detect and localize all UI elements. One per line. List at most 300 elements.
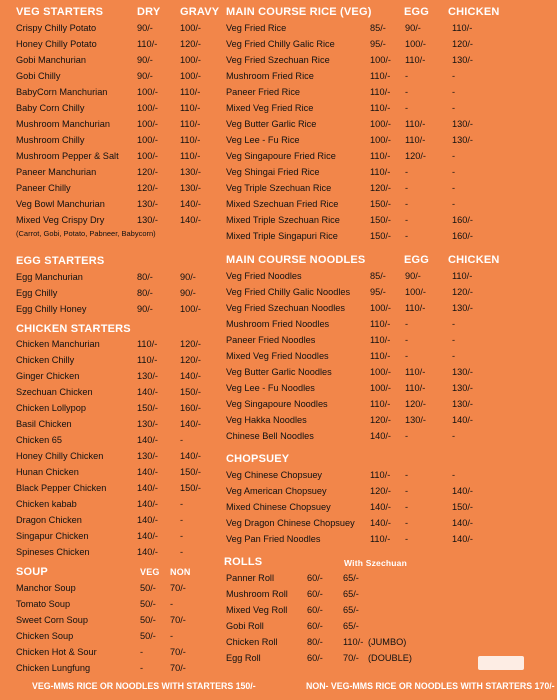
menu-item-row (0, 464, 222, 480)
item-price: 110/- (405, 119, 426, 129)
item-name: Chicken Roll (226, 637, 278, 647)
item-name: Veg Bowl Manchurian (16, 199, 105, 209)
note: (Carrot, Gobi, Potato, Pabneer, Babycorn) (16, 229, 156, 238)
item-name: Chicken Chilly (16, 355, 75, 365)
item-price: 140/- (452, 486, 473, 496)
item-price: 140/- (137, 435, 158, 445)
item-price: 140/- (180, 215, 201, 225)
item-price: 150/- (452, 502, 473, 512)
footer (0, 678, 557, 700)
item-price: 140/- (137, 467, 158, 477)
item-name: Mixed Szechuan Fried Rice (226, 199, 339, 209)
item-price: 120/- (405, 151, 426, 161)
item-list (222, 570, 557, 666)
item-list (0, 269, 222, 317)
egg-starters-section (0, 253, 222, 317)
menu-item-row (222, 586, 557, 602)
item-price: 95/- (370, 39, 386, 49)
item-name: Paneer Chilly (16, 183, 71, 193)
item-price: 120/- (405, 399, 426, 409)
item-price: 110/- (137, 355, 158, 365)
menu-item-row (222, 570, 557, 586)
item-name: Honey Chilly Chicken (16, 451, 104, 461)
item-price: 140/- (137, 387, 158, 397)
item-price: - (180, 547, 184, 557)
menu-item-row (0, 336, 222, 352)
item-name: Baby Corn Chilly (16, 103, 85, 113)
menu-item-row (222, 499, 557, 515)
item-name: Panner Roll (226, 573, 275, 583)
item-name: Tomato Soup (16, 599, 71, 609)
item-price: 100/- (137, 135, 158, 145)
item-price: - (452, 151, 456, 161)
item-name: Mixed Triple Szechuan Rice (226, 215, 340, 225)
item-name: Veg Hakka Noodles (226, 415, 307, 425)
menu-item-row (0, 301, 222, 317)
item-list (222, 20, 557, 244)
menu-item-row (222, 364, 557, 380)
item-price: - (180, 515, 184, 525)
section-title: ROLLS (224, 556, 263, 568)
item-price: - (405, 431, 409, 441)
item-price: 100/- (137, 87, 158, 97)
menu-item-row (222, 602, 557, 618)
section-header (0, 322, 222, 336)
item-name: BabyCorn Manchurian (16, 87, 108, 97)
col-header-non: NON (170, 567, 191, 577)
item-price: 120/- (452, 39, 473, 49)
item-price: 130/- (180, 167, 201, 177)
item-price: (JUMBO) (368, 637, 407, 647)
col-header-gravy: GRAVY (180, 6, 220, 18)
item-price: 100/- (405, 287, 426, 297)
menu-item-row (222, 212, 557, 228)
item-price: - (405, 71, 409, 81)
item-name: Chicken Manchurian (16, 339, 100, 349)
item-list (222, 268, 557, 444)
item-name: Chinese Bell Noodles (226, 431, 314, 441)
item-name: Hunan Chicken (16, 467, 79, 477)
item-price: 140/- (452, 534, 473, 544)
rolls-section (222, 554, 557, 666)
watermark-badge (478, 656, 524, 670)
item-price: 90/- (405, 271, 421, 281)
menu-item-row (0, 352, 222, 368)
item-price: 60/- (307, 573, 323, 583)
item-price: - (140, 663, 144, 673)
item-name: Spineses Chicken (16, 547, 90, 557)
item-price: 120/- (180, 339, 201, 349)
item-price: 80/- (307, 637, 323, 647)
item-price: - (452, 199, 456, 209)
item-price: - (180, 531, 184, 541)
item-price: 100/- (180, 71, 201, 81)
menu-item-row (222, 412, 557, 428)
item-price: 70/- (170, 647, 186, 657)
item-price: - (405, 534, 409, 544)
item-name: Veg Pan Fried Noodles (226, 534, 321, 544)
item-price: 120/- (180, 39, 201, 49)
item-name: Paneer Fried Noodles (226, 335, 316, 345)
menu-item-row (0, 544, 222, 560)
item-price: 120/- (137, 183, 158, 193)
item-price: - (452, 351, 456, 361)
item-name: Mixed Veg Fried Rice (226, 103, 314, 113)
section-title: CHOPSUEY (226, 453, 290, 465)
item-name: Mushroom Fried Noodles (226, 319, 330, 329)
item-price: 110/- (137, 339, 158, 349)
item-price: 140/- (137, 515, 158, 525)
item-list (0, 580, 222, 676)
item-price: 120/- (180, 355, 201, 365)
item-price: 110/- (370, 151, 391, 161)
menu-item-row (222, 483, 557, 499)
item-price: 130/- (452, 55, 473, 65)
item-name: Veg Fried Szechuan Rice (226, 55, 330, 65)
item-price: 110/- (180, 103, 201, 113)
item-price: 65/- (343, 589, 359, 599)
item-price: 100/- (137, 103, 158, 113)
item-price: - (452, 431, 456, 441)
section-title: VEG STARTERS (16, 6, 104, 18)
menu-item-row (0, 68, 222, 84)
item-price: - (405, 502, 409, 512)
item-price: 110/- (370, 87, 391, 97)
menu-item-row (222, 348, 557, 364)
item-name: Basil Chicken (16, 419, 72, 429)
menu-item-row (222, 52, 557, 68)
item-price: 130/- (452, 303, 473, 313)
item-price: - (452, 103, 456, 113)
item-price: 130/- (452, 367, 473, 377)
item-price: 130/- (137, 199, 158, 209)
item-price: 130/- (452, 135, 473, 145)
item-price: 120/- (137, 167, 158, 177)
item-price: - (405, 183, 409, 193)
item-name: Veg Lee - Fu Rice (226, 135, 300, 145)
item-price: 90/- (137, 304, 153, 314)
col-header-szechuan: With Szechuan (344, 558, 407, 568)
item-price: 90/- (405, 23, 421, 33)
menu-item-row (222, 268, 557, 284)
menu-item-row (0, 36, 222, 52)
menu-item-row (0, 285, 222, 301)
menu-item-row (222, 180, 557, 196)
menu-item-row (0, 164, 222, 180)
item-name: Dragon Chicken (16, 515, 82, 525)
item-price: 130/- (137, 371, 158, 381)
item-name: Gobi Roll (226, 621, 264, 631)
menu-item-row (0, 496, 222, 512)
menu-item-row (222, 196, 557, 212)
item-name: Sweet Corn Soup (16, 615, 89, 625)
menu-item-row (222, 618, 557, 634)
item-price: 150/- (180, 483, 201, 493)
item-price: 70/- (170, 615, 186, 625)
col-header-egg: EGG (404, 254, 430, 266)
item-name: Mixed Veg Fried Noodles (226, 351, 329, 361)
menu-item-row (0, 644, 222, 660)
item-name: Veg Fried Rice (226, 23, 287, 33)
item-price: - (405, 167, 409, 177)
menu-item-row (222, 148, 557, 164)
menu-item-row (0, 432, 222, 448)
item-price: 90/- (180, 288, 196, 298)
footer-veg-offer: VEG-MMS RICE OR NOODLES WITH STARTERS 150/- (32, 681, 256, 691)
item-price: 130/- (180, 183, 201, 193)
item-price: 110/- (405, 55, 426, 65)
item-name: Veg Fried Chilly Galic Rice (226, 39, 335, 49)
item-price: 150/- (370, 231, 391, 241)
item-list (0, 336, 222, 560)
item-price: 140/- (180, 451, 201, 461)
item-price: 85/- (370, 271, 386, 281)
item-name: Mushroom Chilly (16, 135, 85, 145)
item-price: 110/- (405, 383, 426, 393)
col-header-chicken: CHICKEN (448, 254, 500, 266)
item-price: 120/- (370, 183, 391, 193)
item-price: - (140, 647, 144, 657)
item-price: 100/- (137, 119, 158, 129)
menu-item-row (222, 284, 557, 300)
item-price: 140/- (452, 518, 473, 528)
item-name: Mixed Chinese Chopsuey (226, 502, 331, 512)
item-name: Paneer Manchurian (16, 167, 97, 177)
menu-item-row (222, 634, 557, 650)
item-price: 70/- (170, 663, 186, 673)
item-price: - (452, 470, 456, 480)
item-price: 140/- (370, 518, 391, 528)
item-price: 130/- (452, 399, 473, 409)
item-price: 60/- (307, 653, 323, 663)
item-price: 120/- (370, 486, 391, 496)
item-price: 130/- (405, 415, 426, 425)
section-header (0, 4, 222, 20)
section-header (222, 252, 557, 268)
menu-item-row (222, 515, 557, 531)
item-name: Manchor Soup (16, 583, 76, 593)
item-price: 110/- (405, 303, 426, 313)
item-price: 110/- (370, 470, 391, 480)
item-price: 140/- (370, 431, 391, 441)
menu-item-row (0, 628, 222, 644)
item-price: 160/- (452, 215, 473, 225)
item-price: 130/- (452, 119, 473, 129)
item-name: Veg Fried Szechuan Noodles (226, 303, 346, 313)
menu-item-row (222, 300, 557, 316)
item-name: Paneer Fried Rice (226, 87, 301, 97)
section-title: SOUP (16, 566, 48, 578)
item-price: 140/- (137, 531, 158, 541)
item-price: - (452, 183, 456, 193)
item-price: 85/- (370, 23, 386, 33)
menu-item-row (0, 512, 222, 528)
item-price: 130/- (137, 419, 158, 429)
menu-item-row (222, 316, 557, 332)
section-title: EGG STARTERS (16, 255, 105, 267)
menu-item-row (0, 132, 222, 148)
item-price: - (405, 335, 409, 345)
main-noodles-section (222, 252, 557, 444)
item-price: 95/- (370, 287, 386, 297)
item-name: Szechuan Chicken (16, 387, 93, 397)
item-price: 65/- (343, 621, 359, 631)
menu-item-row (222, 36, 557, 52)
item-price: 110/- (343, 637, 364, 647)
item-price: - (452, 167, 456, 177)
menu-item-row (0, 116, 222, 132)
col-header-egg: EGG (404, 6, 430, 18)
item-name: Gobi Chilly (16, 71, 61, 81)
item-price: 110/- (370, 71, 391, 81)
item-price: 50/- (140, 615, 156, 625)
item-price: 70/- (343, 653, 359, 663)
menu-item-row (222, 332, 557, 348)
menu-item-row (222, 228, 557, 244)
menu-item-row (0, 580, 222, 596)
item-price: (DOUBLE) (368, 653, 412, 663)
menu-item-row (222, 68, 557, 84)
menu-item-row (0, 84, 222, 100)
item-name: Egg Roll (226, 653, 261, 663)
item-price: 50/- (140, 583, 156, 593)
menu-item-row (222, 428, 557, 444)
item-price: 90/- (137, 55, 153, 65)
item-price: 60/- (307, 621, 323, 631)
menu-item-row (0, 212, 222, 228)
item-name: Veg Singapoure Fried Rice (226, 151, 336, 161)
item-price: 130/- (137, 215, 158, 225)
item-name: Mushroom Roll (226, 589, 288, 599)
item-price: - (452, 71, 456, 81)
item-price: 100/- (370, 135, 391, 145)
menu-item-row (222, 380, 557, 396)
menu-item-row (0, 660, 222, 676)
item-price: - (405, 518, 409, 528)
item-price: 120/- (452, 287, 473, 297)
item-name: Ginger Chicken (16, 371, 80, 381)
item-price: 120/- (370, 415, 391, 425)
item-price: 70/- (170, 583, 186, 593)
item-price: 60/- (307, 589, 323, 599)
item-price: 110/- (137, 39, 158, 49)
item-price: 80/- (137, 288, 153, 298)
item-price: - (405, 486, 409, 496)
item-price: 140/- (137, 483, 158, 493)
item-price: 110/- (452, 271, 473, 281)
chopsuey-section (222, 451, 557, 547)
menu-item-row (0, 448, 222, 464)
menu-item-row (222, 132, 557, 148)
item-name: Mixed Veg Roll (226, 605, 288, 615)
item-price: 110/- (180, 135, 201, 145)
item-price: 130/- (452, 383, 473, 393)
item-name: Mixed Veg Crispy Dry (16, 215, 105, 225)
item-price: - (452, 335, 456, 345)
item-name: Chicken Lollypop (16, 403, 86, 413)
item-price: - (170, 631, 174, 641)
item-price: - (180, 435, 184, 445)
item-price: 110/- (370, 103, 391, 113)
chicken-starters-section (0, 322, 222, 560)
item-price: 130/- (137, 451, 158, 461)
menu-item-row (0, 384, 222, 400)
item-name: Veg American Chopsuey (226, 486, 327, 496)
item-name: Egg Manchurian (16, 272, 83, 282)
menu-item-row (0, 416, 222, 432)
item-price: 110/- (180, 151, 201, 161)
item-price: - (405, 103, 409, 113)
menu-item-row (0, 269, 222, 285)
item-name: Veg Triple Szechuan Rice (226, 183, 332, 193)
item-name: Chicken Soup (16, 631, 74, 641)
item-price: 100/- (370, 303, 391, 313)
menu-item-row (222, 100, 557, 116)
item-price: - (405, 231, 409, 241)
item-price: 100/- (370, 383, 391, 393)
section-title: MAIN COURSE RICE (VEG) (226, 6, 372, 18)
item-name: Chicken Lungfung (16, 663, 91, 673)
item-name: Veg Chinese Chopsuey (226, 470, 323, 480)
item-name: Veg Fried Chilly Galic Noodles (226, 287, 351, 297)
item-name: Singapur Chicken (16, 531, 89, 541)
menu-item-row (0, 20, 222, 36)
item-price: - (405, 87, 409, 97)
menu-item-row (0, 52, 222, 68)
col-header-dry: DRY (137, 6, 161, 18)
section-title: MAIN COURSE NOODLES (226, 254, 366, 266)
item-price: 110/- (405, 367, 426, 377)
soup-section (0, 564, 222, 676)
item-price: 100/- (180, 304, 201, 314)
item-price: 140/- (180, 199, 201, 209)
section-title: CHICKEN STARTERS (16, 323, 131, 335)
item-price: 150/- (370, 215, 391, 225)
item-price: 90/- (180, 272, 196, 282)
veg-starters-section (0, 4, 222, 242)
item-price: 150/- (370, 199, 391, 209)
item-name: Egg Chilly (16, 288, 58, 298)
item-price: 150/- (180, 387, 201, 397)
item-price: 60/- (307, 605, 323, 615)
item-price: 140/- (180, 419, 201, 429)
item-price: 100/- (405, 39, 426, 49)
menu-item-row (222, 467, 557, 483)
item-price: 150/- (137, 403, 158, 413)
item-price: 65/- (343, 573, 359, 583)
section-header (0, 564, 222, 580)
item-price: 110/- (180, 87, 201, 97)
menu-item-row (222, 116, 557, 132)
item-name: Veg Butter Garlic Noodles (226, 367, 332, 377)
item-name: Veg Shingai Fried Rice (226, 167, 320, 177)
item-name: Chicken Hot & Sour (16, 647, 97, 657)
item-price: 100/- (180, 55, 201, 65)
menu-item-row (0, 196, 222, 212)
item-name: Chicken 65 (16, 435, 62, 445)
menu-item-row (0, 612, 222, 628)
menu-item-row (0, 180, 222, 196)
section-header (222, 4, 557, 20)
item-price: 110/- (180, 119, 201, 129)
item-price: - (405, 351, 409, 361)
section-header (0, 253, 222, 269)
menu-item-row (0, 528, 222, 544)
menu-item-row (0, 480, 222, 496)
item-name: Mixed Triple Singapuri Rice (226, 231, 338, 241)
item-price: - (405, 199, 409, 209)
menu-item-row (222, 20, 557, 36)
